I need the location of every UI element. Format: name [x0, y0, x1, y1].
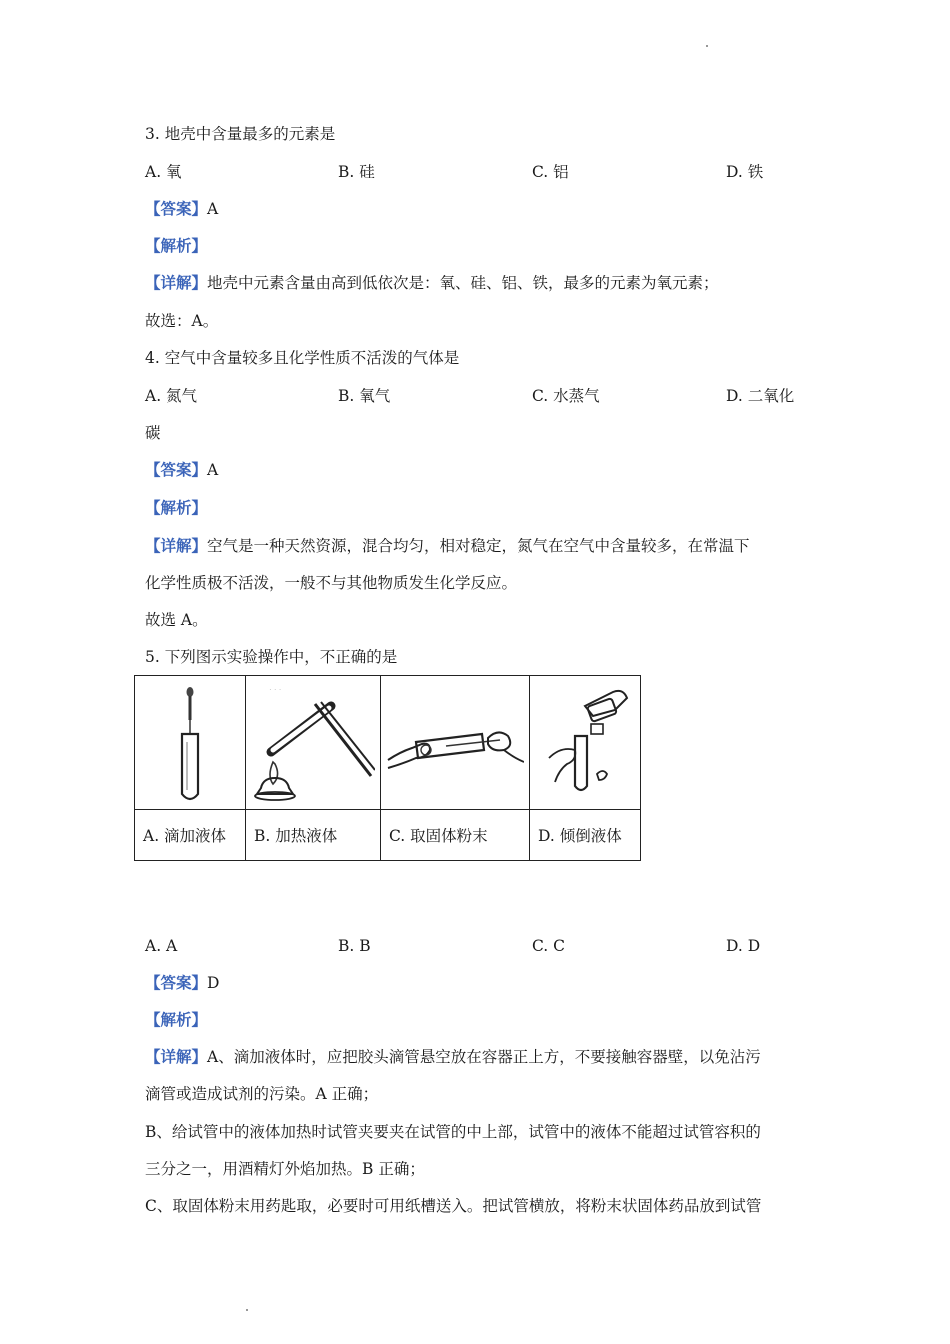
page-mark-bottom [246, 1309, 248, 1311]
q4-conclusion: 故选 A。 [145, 611, 208, 629]
q3-answer-line [145, 199, 218, 219]
q4-stem: 4. 空气中含量较多且化学性质不活泼的气体是 [145, 349, 460, 367]
q3-answer: A [207, 200, 219, 218]
q4-detail-text-1: 空气是一种天然资源，混合均匀，相对稳定，氮气在空气中含量较多，在常温下 [207, 537, 750, 555]
figure-cell-a [135, 676, 246, 810]
q3-option-a: A. 氧 [145, 163, 182, 181]
answer-tag: 【答案】 [145, 199, 208, 218]
q5-detail-line-5: C、取固体粉末用药匙取，必要时可用纸槽送入。把试管横放，将粉末状固体药品放到试管 [145, 1197, 762, 1215]
q3-option-d: D. 铁 [726, 163, 764, 181]
figure-cell-b [246, 676, 381, 810]
heating-liquid-illustration [251, 680, 375, 806]
q4-option-a: A. 氮气 [145, 387, 198, 405]
figure-caption-c: C. 取固体粉末 [381, 810, 530, 861]
q5-detail-text-1: A、滴加液体时，应把胶头滴管悬空放在容器正上方，不要接触容器壁，以免沾污 [207, 1048, 761, 1066]
answer-tag: 【答案】 [145, 460, 208, 479]
q5-option-c: C. C [532, 937, 566, 955]
q4-option-c: C. 水蒸气 [532, 387, 600, 405]
q5-detail-line-1 [145, 1047, 761, 1067]
q5-detail-line-3: B、给试管中的液体加热时试管夹要夹在试管的中上部，试管中的液体不能超过试管容积的 [145, 1123, 761, 1141]
figure-caption-d: D. 倾倒液体 [530, 810, 641, 861]
q4-answer: A [207, 461, 219, 479]
page-mark-top [706, 45, 708, 47]
q4-option-b: B. 氧气 [338, 387, 391, 405]
q5-option-b: B. B [338, 937, 371, 955]
q3-detail-text: 地壳中元素含量由高到低依次是：氧、硅、铝、铁，最多的元素为氧元素； [207, 274, 719, 292]
figure-caption-a: A. 滴加液体 [135, 810, 246, 861]
q5-stem: 5. 下列图示实验操作中，不正确的是 [145, 648, 398, 666]
q5-detail-line-2: 滴管或造成试剂的污染。A 正确； [145, 1085, 379, 1103]
q3-analysis-tag: 【解析】 [145, 236, 208, 255]
q4-option-wrap: 碳 [145, 424, 161, 442]
svg-text:· · ·: · · · [269, 684, 282, 694]
q3-option-b: B. 硅 [338, 163, 375, 181]
dropper-test-tube-illustration [170, 682, 210, 804]
answer-tag: 【答案】 [145, 973, 208, 992]
detail-tag: 【详解】 [145, 273, 208, 292]
q5-detail-line-4: 三分之一，用酒精灯外焰加热。B 正确； [145, 1160, 425, 1178]
q4-analysis-tag: 【解析】 [145, 498, 208, 517]
q5-option-d: D. D [726, 937, 761, 955]
q4-detail-line-2: 化学性质极不活泼，一般不与其他物质发生化学反应。 [145, 574, 518, 592]
q5-answer: D [207, 974, 220, 992]
pouring-liquid-illustration [535, 680, 635, 806]
q5-analysis-tag: 【解析】 [145, 1010, 208, 1029]
q4-option-d: D. 二氧化 [726, 387, 795, 405]
q3-conclusion: 故选：A。 [145, 312, 219, 330]
detail-tag: 【详解】 [145, 536, 208, 555]
q4-detail-line-1 [145, 536, 750, 556]
figure-cell-c [381, 676, 530, 810]
q3-detail-line [145, 273, 719, 293]
detail-tag: 【详解】 [145, 1047, 208, 1066]
q3-option-c: C. 铝 [532, 163, 569, 181]
q3-stem: 3. 地壳中含量最多的元素是 [145, 125, 336, 143]
q4-answer-line [145, 460, 218, 480]
q5-option-a: A. A [145, 937, 178, 955]
q5-answer-line [145, 973, 219, 993]
figure-caption-b: B. 加热液体 [246, 810, 381, 861]
figure-cell-d [530, 676, 641, 810]
powder-spatula-illustration [386, 708, 524, 778]
experiment-figure-table [134, 675, 641, 861]
